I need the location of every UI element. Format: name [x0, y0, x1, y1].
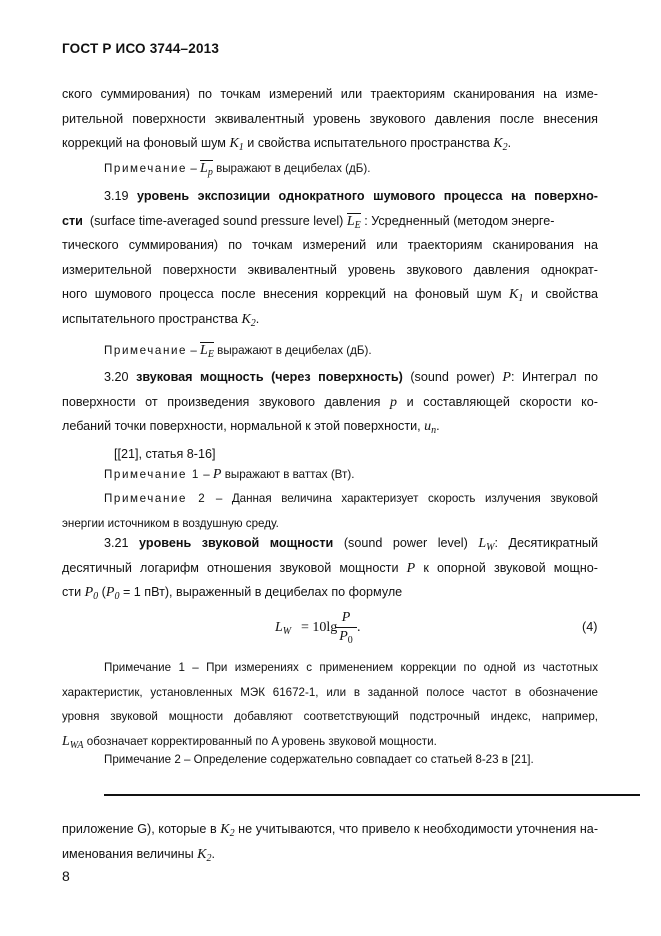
text-fragment: : Усредненный (методом энерге-	[364, 213, 555, 228]
text-fragment: десятичный логарифм отношения звуковой мощности	[62, 560, 399, 575]
footnote-text	[62, 817, 598, 866]
symbol-lp-bar: $L_p$	[200, 160, 213, 181]
note-le	[62, 339, 598, 364]
term-bold: сти	[62, 213, 83, 228]
text-line	[62, 390, 598, 415]
text-fragment: : Интеграл по	[510, 370, 598, 384]
text-fragment: испытательного пространства	[62, 311, 238, 326]
section-number: 3.20	[104, 370, 129, 384]
text-line	[62, 307, 598, 332]
note-text: выражают в ваттах (Вт).	[224, 468, 355, 481]
document-header: ГОСТ Р ИСО 3744–2013	[62, 41, 220, 56]
note-text: – Данная величина характеризует скорость излучения звуковой	[215, 492, 598, 505]
paragraph-continuation	[62, 82, 598, 156]
footnote-separator	[104, 794, 640, 796]
text-line: измерительной поверхности эквивалентный уровень звукового давления однократ-	[62, 262, 598, 277]
note-text: обозначает корректированный по A уровень звуковой мощности.	[86, 734, 437, 748]
note-2-3-21	[62, 748, 598, 773]
text-fragment: .	[436, 419, 440, 433]
reference: [[21], статья 8-16]	[114, 447, 216, 461]
note-dash: –	[190, 162, 197, 175]
text-fragment: и составляющей скорости ко-	[406, 394, 598, 409]
text-fragment: коррекций на фоновый шум	[62, 136, 226, 150]
symbol-un: $u_n$	[424, 419, 437, 436]
symbol-p0: $P_0$	[105, 585, 120, 602]
note-text: выражают в децибелах (дБ).	[217, 344, 372, 357]
symbol-k2: $K_2$	[220, 822, 235, 839]
section-3-21	[62, 531, 598, 605]
term-bold: уровень экспозиции однократного шумового процесса на поверхно-	[137, 189, 598, 203]
formula-numerator: P	[341, 610, 351, 625]
formula-4	[275, 608, 415, 648]
note-dash: –	[190, 344, 197, 357]
text-line	[62, 209, 598, 234]
text-fragment: к опорной звуковой мощно-	[423, 560, 598, 575]
symbol-p: P	[502, 370, 511, 385]
text-fragment: и свойства испытательного пространства	[247, 136, 490, 150]
symbol-lwa: $L_{WA}$	[62, 733, 84, 751]
note-line: характеристик, установленных МЭК 61672-1, или в заданной полосе частот в обозначение	[62, 685, 598, 699]
note-text: выражают в децибелах (дБ).	[216, 162, 371, 175]
note-2-3-20	[62, 487, 598, 536]
section-3-20	[62, 365, 598, 439]
text-line: ского суммирования) по точкам измерений или траекториям сканирования на изме-	[62, 87, 598, 101]
text-line	[62, 531, 598, 556]
text-fragment: не учитываются, что привело к необходимости уточнения на-	[238, 822, 599, 836]
symbol-p: P	[212, 467, 222, 482]
section-number: 3.21	[104, 536, 129, 550]
page-number: 8	[62, 868, 70, 884]
text-line	[62, 414, 598, 439]
english-term: (surface time-averaged sound pressure level)	[89, 213, 344, 228]
symbol-k2: $K_2$	[197, 846, 212, 864]
symbol-le-bar: $L_E$	[200, 342, 214, 363]
note-line	[62, 463, 598, 488]
formula-eq: = 10lg	[301, 620, 338, 635]
text-line	[62, 556, 598, 581]
text-fragment: = 1 пВт), выраженный в децибелах по формуле	[122, 585, 403, 599]
symbol-k2: $K_2$	[493, 136, 508, 153]
equation-number: (4)	[582, 620, 598, 634]
symbol-k1: $K_1$	[229, 136, 244, 153]
text-line	[62, 842, 598, 867]
note-label: Примечание 2	[104, 492, 207, 505]
text-line	[62, 184, 598, 209]
english-term: (sound power level)	[343, 536, 468, 550]
note-1-3-21	[62, 656, 598, 754]
text-fragment: ного шумового процесса после внесения коррекций на фоновый шум	[62, 287, 502, 301]
text-line: рительной поверхности эквивалентный уровень звукового давления после внесения	[62, 111, 598, 126]
symbol-p0: $P_0$	[84, 585, 99, 602]
text-line: сти $P_0$ ($P_0 = 1$ пВт), выраженный в децибелах по формуле	[62, 585, 403, 602]
text-fragment: : Десятикратный	[494, 536, 599, 550]
formula-denominator: $P_0$	[339, 629, 353, 646]
note-label: Примечание 1	[104, 468, 200, 481]
note-line: уровня звуковой мощности добавляют соответствующий подстрочный индекс, например,	[62, 710, 598, 723]
text-line	[62, 817, 598, 842]
note-line: энергии источником в воздушную среду.	[62, 516, 279, 530]
symbol-k2: $K_2$	[241, 311, 256, 329]
term-bold: уровень звуковой мощности	[139, 536, 334, 550]
note-label: Примечание	[104, 162, 188, 175]
text-fragment: сти	[62, 585, 82, 599]
text-fragment: поверхности от произведения звукового давления	[62, 394, 381, 409]
note-line: Примечание 1 – При измерениях с применением коррекции по одной из частотных	[104, 661, 598, 674]
symbol-k1: $K_1$	[509, 287, 524, 304]
note-line	[62, 157, 598, 182]
text-fragment: .	[211, 846, 215, 861]
text-line	[62, 282, 598, 307]
note-label: Примечание	[104, 344, 188, 357]
section-number: 3.19	[104, 189, 129, 203]
text-line: тического суммирования) по точкам измерений или траекториям сканирования на	[62, 238, 598, 252]
formula-end: .	[357, 620, 361, 635]
note-1-3-20	[62, 463, 598, 488]
english-term: (sound power)	[410, 370, 495, 384]
formula-fraction	[335, 610, 357, 646]
text-line	[62, 131, 598, 156]
text-fragment: .	[255, 311, 260, 326]
text-fragment: .	[507, 136, 512, 150]
note-dash: –	[203, 468, 210, 481]
note-line	[62, 339, 598, 364]
text-fragment: именования величины	[62, 846, 194, 861]
note-lp	[62, 157, 598, 182]
symbol-p-lower: p	[390, 394, 398, 410]
text-fragment: и свойства	[530, 287, 599, 301]
symbol-lw: $L_W$	[478, 536, 495, 553]
text-fragment: приложение G), которые в	[62, 822, 217, 836]
note-line	[62, 487, 598, 512]
section-3-19	[62, 184, 598, 331]
fraction-bar	[335, 627, 357, 628]
term-bold: звуковая мощность (через поверхность)	[136, 370, 403, 384]
text-line	[62, 365, 598, 390]
symbol-le-bar: $L_E$	[347, 213, 361, 234]
symbol-p: P	[406, 560, 416, 576]
formula-lhs: $L_W$	[275, 620, 292, 637]
text-fragment: лебаний точки поверхности, нормальной к этой поверхности,	[62, 419, 421, 433]
note-line: Примечание 2 – Определение содержательно совпадает со статьей 8-23 в [21].	[104, 753, 534, 766]
